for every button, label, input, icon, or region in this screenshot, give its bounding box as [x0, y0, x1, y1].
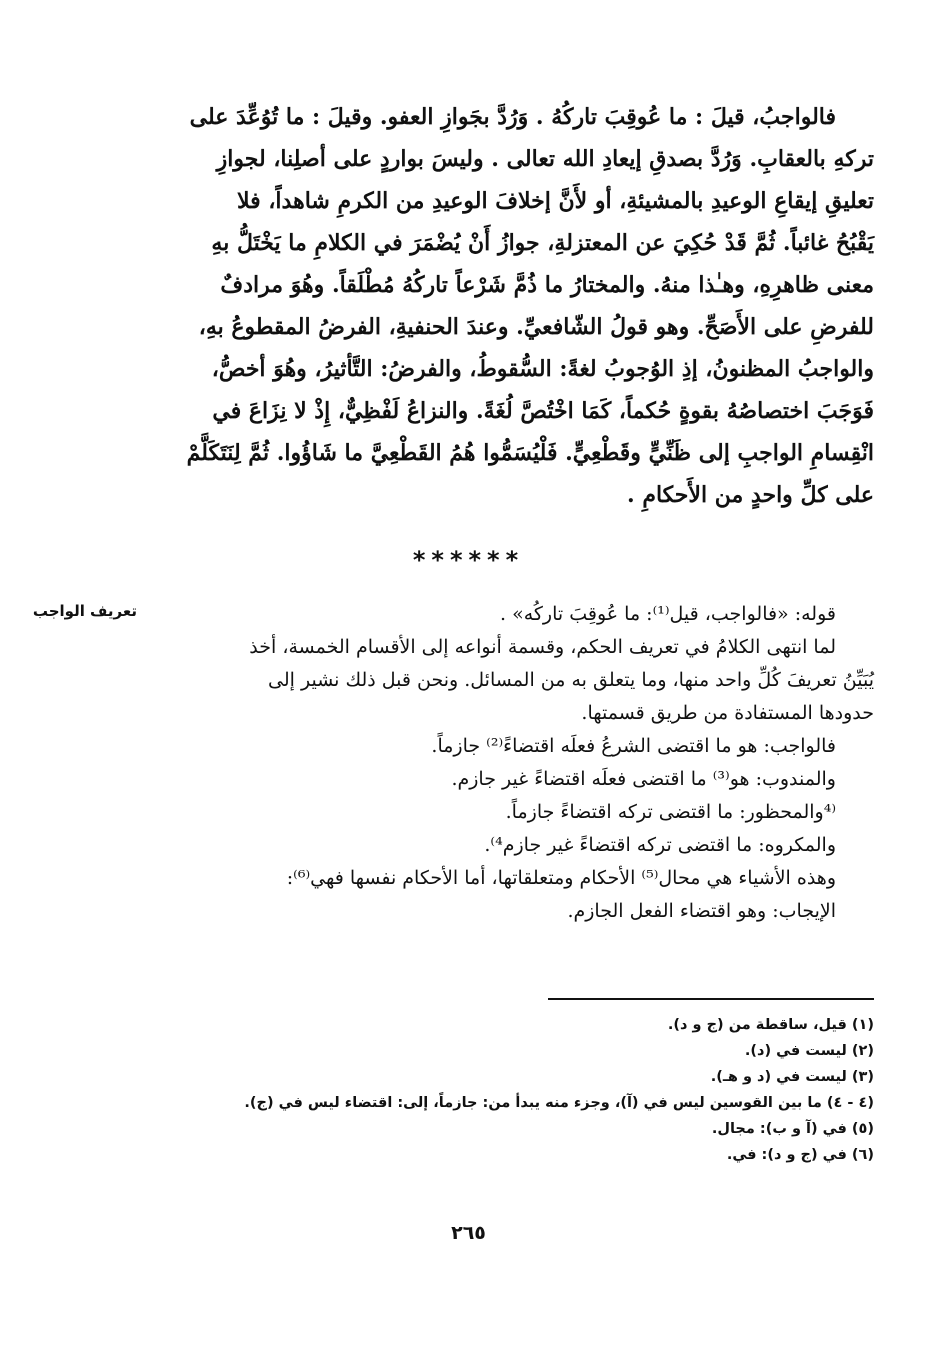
- matn-line: فَوَجَبَ اختصاصُهُ بقوةٍ حُكماً، كَمَا اخْتُصَّ لُغَةً. والنزاعُ لَفْظِيٌّ، إِذْ لا نِزَاعَ في: [212, 398, 874, 424]
- matn-line: تعليقِ إيقاعِ الوعيدِ بالمشيئةِ، أو لأَنَّ إخلافَ الوعيدِ من الكرمِ شاهداً، فلا: [237, 188, 874, 214]
- matn-line: تركهِ بالعقابِ. وَرُدَّ بصدقِ إيعادِ الله تعالى . وليسَ بواردٍ على أصلِنا، لجوازِ: [216, 146, 874, 172]
- page-number: ٢٦٥: [451, 1222, 486, 1244]
- matn-line: انْقِسامِ الواجبِ إلى ظَنِّيٍّ وقَطْعِيٍّ. فَلْيُسَمُّوا هُمُ القَطْعِيَّ ما شَاؤُوا. ثُمَّ لِنَتَكَلَّمْ: [186, 440, 874, 466]
- footnote: (٥) في (آ و ب): مجال.: [711, 1121, 874, 1137]
- footnote: (٦) في (ج و د): في.: [726, 1147, 874, 1163]
- matn-line: يَقْبُحُ غائباً. ثُمَّ قَدْ حُكِيَ عن المعتزلةِ، جوازُ أَنْ يُضْمَرَ في الكلامِ ما يَخْتَلُّ بهِ: [211, 230, 874, 256]
- commentary-line: حدودها المستفادة من طريق قسمتها.: [581, 702, 874, 724]
- quote-line: قوله: «فالواجب، قيل⁽¹⁾: ما عُوقِبَ تاركُه» .: [500, 603, 836, 625]
- commentary-line: يُبَيِّنُ تعريفَ كُلِّ واحد منها، وما يتعلق به من المسائل. ونحن قبل ذلك نشير إلى: [268, 669, 874, 691]
- matn-line: للفرضِ على الأَصَحِّ. وهو قولُ الشّافعيِّ. وعندَ الحنفيةِ، الفرضُ المقطوعُ بهِ،: [198, 314, 874, 340]
- matn-text-block: [158, 96, 874, 516]
- footnote: (٣) ليست في (د و هـ).: [710, 1069, 874, 1085]
- footnote: (٤ - ٤) ما بين القوسين ليس في (آ)، وجزء منه يبدأ من: جازماً، إلى: اقتضاء ليس في (ج).: [244, 1095, 874, 1111]
- commentary-line: لما انتهى الكلامُ في تعريف الحكم، وقسمة أنواعه إلى الأقسام الخمسة، أخذ: [249, 636, 836, 658]
- footnote: (١) قيل، ساقطة من (ج و د).: [667, 1017, 874, 1033]
- matn-line: [158, 96, 874, 138]
- definition-line: الإيجاب: وهو اقتضاء الفعل الجازم.: [567, 900, 836, 922]
- matn-line: على كلِّ واحدٍ من الأَحكامِ .: [627, 482, 874, 508]
- matn-line: معنى ظاهرِهِ، وهـٰذا منهُ. والمختارُ ما ذُمَّ شَرْعاً تاركُهُ مُطْلَقاً. وهُوَ مرادفٌ: [220, 272, 874, 298]
- commentary-block: [158, 598, 874, 928]
- footnote-divider: [548, 998, 874, 1000]
- matn-line: والواجبُ المظنونُ، إذِ الوُجوبُ لغةً: السُّقوطُ، والفرضُ: التَّأثيرُ، وهُوَ أخصُّ،: [211, 356, 874, 382]
- footnotes-block: [158, 1012, 874, 1168]
- definition-line: ⁽⁴والمحظور: ما اقتضى تركه اقتضاءً جازماً.: [505, 801, 836, 823]
- section-separator: ******: [412, 546, 525, 574]
- definition-line: والمكروه: ما اقتضى تركه اقتضاءً غير جازم⁴⁾.: [484, 834, 836, 856]
- matn-line-text: فالواجبُ، قيلَ : ما عُوقِبَ تاركُهُ . وَرُدَّ بجَوازِ العفو. وقيلَ : ما تُوُعِّدَ على: [189, 104, 836, 130]
- definition-line: فالواجب: هو ما اقتضى الشرعُ فعلَه اقتضاءً⁽²⁾ جازماً.: [431, 735, 836, 757]
- definition-line: والمندوب: هو⁽³⁾ ما اقتضى فعلَه اقتضاءً غير جازم.: [451, 768, 836, 790]
- margin-heading: تعريف الواجب: [32, 602, 137, 620]
- definition-line: وهذه الأشياء هي محال⁽⁵⁾ الأحكام ومتعلقاتها، أما الأحكام نفسها فهي⁽⁶⁾:: [286, 867, 836, 889]
- footnote: (٢) ليست في (د).: [744, 1043, 874, 1059]
